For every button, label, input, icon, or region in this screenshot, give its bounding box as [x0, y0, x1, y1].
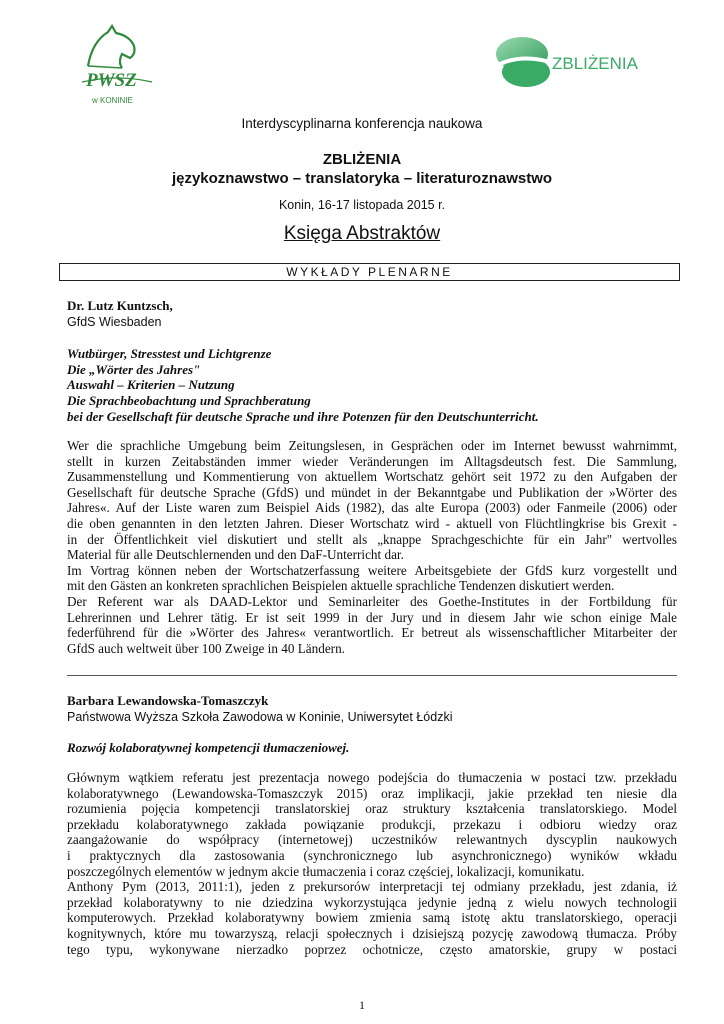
- pwsz-logo-text: PWSZ: [86, 70, 137, 91]
- abstract-body-line: przekładu kolaboratywnego zakłada powiązanie produkcji, przekazu i odbioru wiedzy oraz: [67, 816, 677, 832]
- zblizenia-logo: [492, 32, 652, 92]
- abstract-body-line: stellt in kurzen Zeitabständen immer wieder Veränderungen im Alltagsdeutsch fest. Die Sammlung,: [67, 453, 677, 469]
- abstract-title-line: Auswahl – Kriterien – Nutzung: [67, 377, 235, 393]
- abstract-body-line: rozumienia pojęcia kompetencji translatorskiej oraz struktury kształcenia translatorskiego. Model: [67, 801, 677, 817]
- abstract-body-line: mit den Gästen an konkreten sprachlichen Beispielen aktuelle sprachliche Tendenzen diskutiert werden.: [67, 578, 615, 594]
- zblizenia-logo-text: ZBLIŻENIA: [552, 54, 638, 73]
- author-name: Dr. Lutz Kuntzsch,: [67, 298, 173, 313]
- author-affiliation: Państwowa Wyższa Szkoła Zawodowa w Koninie, Uniwersytet Łódzki: [67, 710, 453, 724]
- abstract-body-line: tego typu, wykonywane nierzadko poprzez ochotnicze, często amatorskie, grupy w postaci: [67, 941, 677, 957]
- page-number: 1: [359, 998, 365, 1012]
- abstract-body: [67, 770, 677, 957]
- abstract-body-line: Der Referent war als DAAD-Lektor und Seminarleiter des Goethe-Institutes in der Fortbildung für: [67, 593, 677, 609]
- abstract-body-line: zaangażowanie do współpracy (internetowej) uczestników relewantnych dyscyplin naukowych: [67, 832, 677, 848]
- abstract-body-line: poszczególnych elementów w jednym akcie tłumaczenia i coraz częściej, lokalizacji, komunikatu.: [67, 863, 585, 879]
- abstract-title-line: Wutbürger, Stresstest und Lichtgrenze: [67, 346, 272, 361]
- abstract-body-line: kognitywnych, które mu towarzyszą, relacji społecznych i dzisiejszą pozycję zawodową tłumacza. Próby: [67, 925, 677, 941]
- abstract-title: Rozwój kolaboratywnej kompetencji tłumaczeniowej.: [67, 740, 350, 755]
- abstract-body-line: die oben genannten in den letzten Jahren. Dieser Wortschatz wird - aktuell von Flüchtlingkrise bis Grexit -: [67, 515, 677, 531]
- abstract-title-line: bei der Gesellschaft für deutsche Sprache und ihre Potenzen für den Deutschunterricht.: [67, 408, 539, 424]
- abstract-body-line: Lehrerinnen und Lehrer tätig. Er ist seit 1999 in der Jury und in diesem Jahr wie schon einige Male: [67, 609, 677, 625]
- pwsz-logo-subtext: w KONINIE: [92, 96, 133, 105]
- conference-subtitle: językoznawstwo – translatoryka – literaturoznawstwo: [171, 170, 553, 187]
- abstract-body-line: przekład kolaboratywny to nie dziedzina wykorzystująca jedynie jedną z wielu nowych technologii: [67, 894, 677, 910]
- abstract-body-line: Zusammenstellung und Kommentierung von aktuellem Wortschatz gehört seit 1972 zu den Aufgaben der: [67, 469, 677, 485]
- abstract-body-line: Material für alle Deutschlernenden und den DaF-Unterricht dar.: [67, 547, 404, 563]
- abstract-body-line: i praktycznych dla zastosowania (synchronicznego lub asynchronicznego) wyników wkładu: [67, 847, 677, 863]
- abstract-body-line: Im Vortrag können neben der Wortschatzerfassung weitere Arbeitsgebiete der GfdS kurz vorgestellt und: [67, 562, 677, 578]
- abstract-title: [67, 346, 677, 425]
- abstract-body-line: komputerowych. Przekład kolaboratywny bowiem zmienia samą istotę aktu translatorskiego, operacji: [67, 910, 677, 926]
- abstract-body-line: in der Öffentlichkeit viel diskutiert und stellt als „knappe Sprachgeschichte für ein Jahr" wertvolles: [67, 531, 677, 547]
- place-date: Konin, 16-17 listopada 2015 r.: [278, 198, 446, 212]
- author-affiliation: GfdS Wiesbaden: [67, 315, 162, 329]
- abstract-body-line: Gesellschaft für deutsche Sprache (GfdS) und mündet in der Bekanntgabe und Publikation der »Wörter des: [67, 484, 677, 500]
- abstract-body: [67, 438, 677, 656]
- separator-line: [67, 675, 677, 676]
- section-heading: WYKŁADY PLENARNE: [59, 263, 680, 281]
- horse-head-icon: [78, 24, 158, 106]
- abstract-body-line: federführend für die »Wörter des Jahres« verantwortlich. Er betreut als wissenschaftlicher Mitarbeiter der: [67, 625, 677, 641]
- abstract-title-line: Die Sprachbeobachtung und Sprachberatung: [67, 393, 311, 409]
- zblizenia-emblem-icon: [492, 32, 652, 92]
- abstract-title-line: Die „Wörter des Jahres": [67, 361, 201, 377]
- abstract-body-line: GfdS auch weltweit über 100 Zweige in 40 Ländern.: [67, 640, 345, 656]
- conference-type: Interdyscyplinarna konferencja naukowa: [241, 116, 483, 131]
- abstract-body-line: kolaboratywnego (Lewandowska-Tomaszczyk 2015) oraz implikacji, jakie przekład ten niesie dla: [67, 785, 677, 801]
- abstract-body-line: Głównym wątkiem referatu jest prezentacja nowego podejścia do tłumaczenia w postaci tzw. przekładu: [67, 770, 677, 785]
- conference-title: ZBLIŻENIA: [322, 151, 402, 168]
- abstract-body-line: Jahres«. Auf der Liste waren zum Beispiel Aids (1982), das alte Europa (2003) oder Fanmeile (2006) oder: [67, 500, 677, 516]
- pwsz-logo: [78, 24, 158, 106]
- abstract-body-line: Wer die sprachliche Umgebung beim Zeitungslesen, in Gesprächen oder im Internet bewusst wahrnimmt,: [67, 438, 677, 453]
- abstract-body-line: Anthony Pym (2013, 2011:1), jeden z prekursorów interpretacji tej odmiany przekładu, jest zdania, iż: [67, 879, 677, 895]
- book-title: Księga Abstraktów: [283, 223, 441, 244]
- author-name: Barbara Lewandowska-Tomaszczyk: [67, 693, 269, 708]
